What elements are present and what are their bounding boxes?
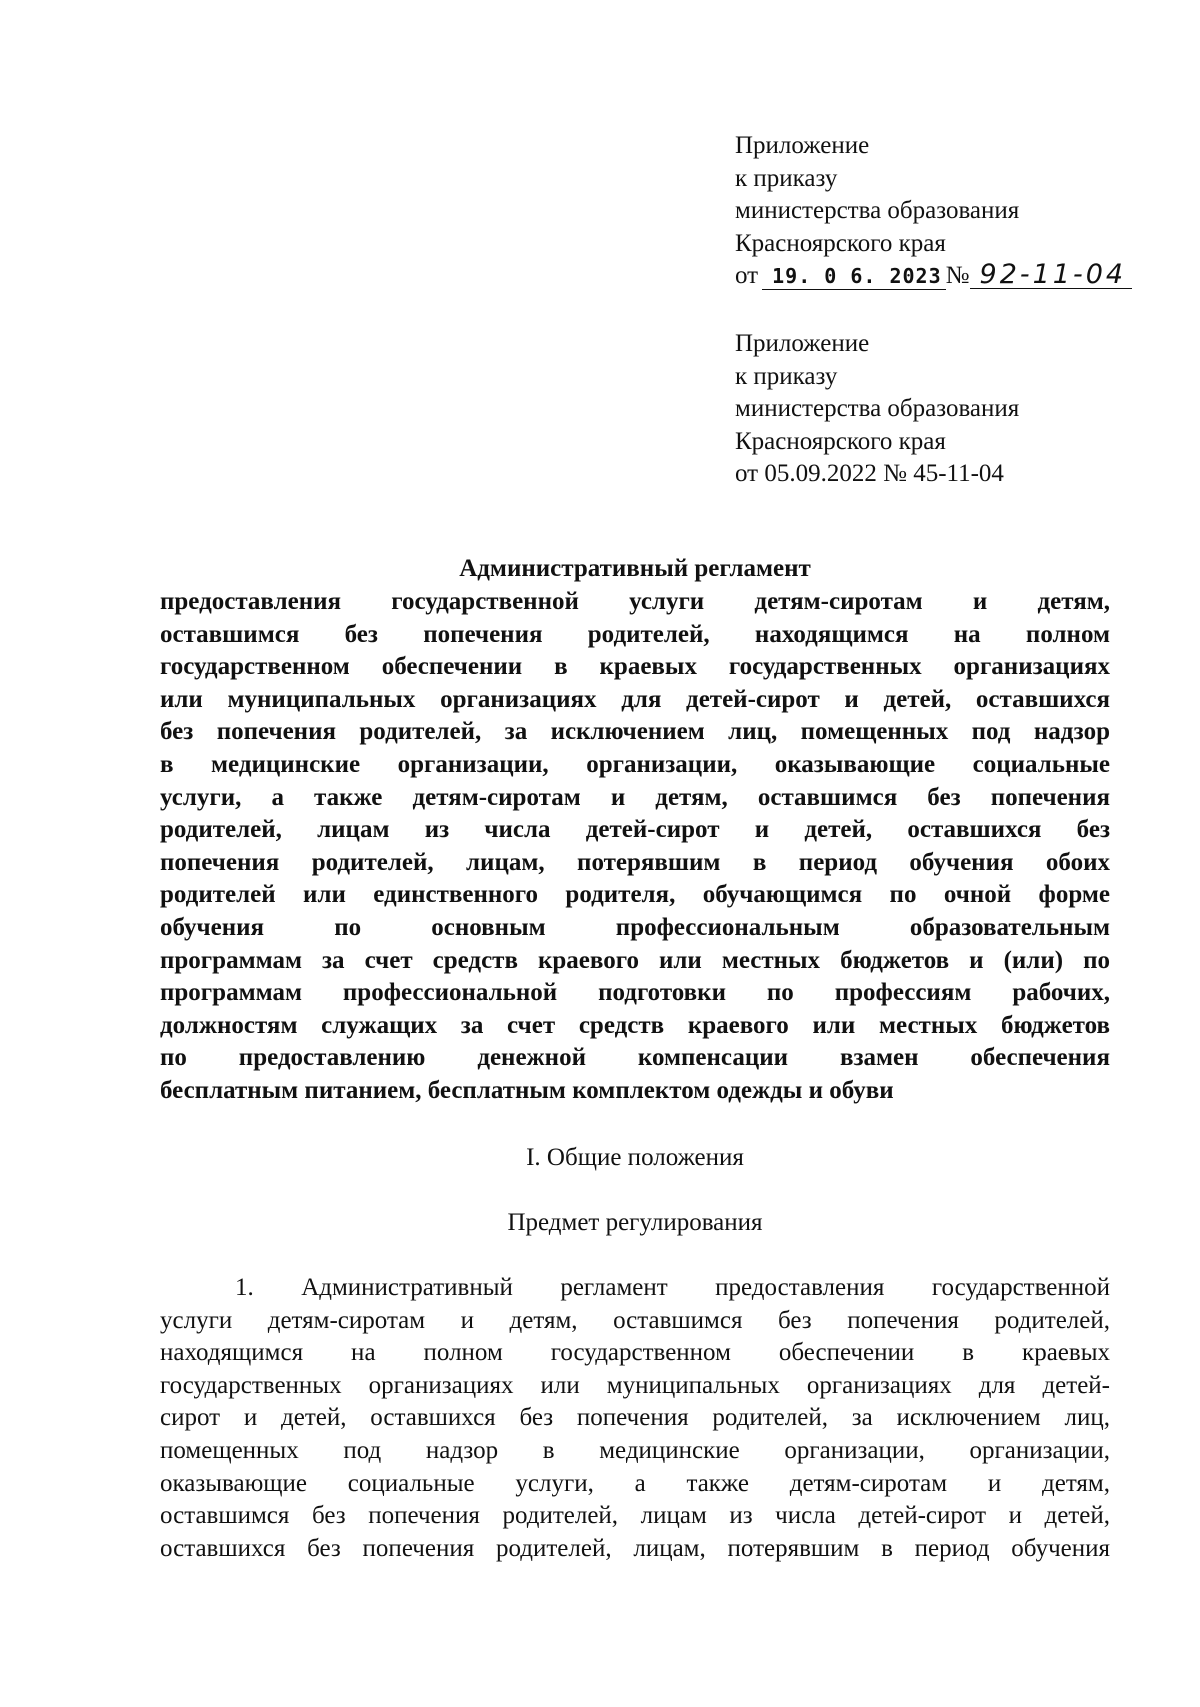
text-line: государственном обеспечении в краевых государственных организациях — [160, 653, 1110, 681]
text-line: предоставления государственной услуги детям-сиротам и детям, — [160, 588, 1110, 615]
text-line: оставшихся без попечения родителей, лицам, потерявшим в период обучения — [160, 1534, 1110, 1562]
appendix-header-previous — [735, 328, 1155, 491]
text-line: помещенных под надзор в медицинские организации, организации, — [160, 1436, 1110, 1464]
text-line: услуги детям-сиротам и детям, оставшимся без попечения родителей, — [160, 1306, 1110, 1334]
section-heading: I. Общие положения — [526, 1144, 744, 1171]
appendix-label: Приложение — [735, 330, 870, 357]
appendix-ministry: министерства образования — [735, 395, 1020, 422]
text-line: обучения по основным профессиональным образовательным — [160, 913, 1110, 941]
text-line: сирот и детей, оставшихся без попечения родителей, за исключением лиц, — [160, 1404, 1110, 1432]
appendix-date-number: от 05.09.2022 № 45-11-04 — [735, 460, 1004, 487]
appendix-region: Красноярского края — [735, 427, 946, 455]
text-line: программам профессиональной подготовки по профессиям рабочих, — [160, 979, 1110, 1007]
text-line: родителей или единственного родителя, обучающимся по очной форме — [160, 881, 1110, 909]
text-line: оставшимся без попечения родителей, находящимся на полном — [160, 620, 1110, 648]
subsection-heading: Предмет регулирования — [507, 1209, 763, 1236]
text-line: 1. Административный регламент предоставления государственной — [235, 1274, 1110, 1301]
text-line: программам за счет средств краевого или местных бюджетов и (или) по — [160, 946, 1110, 974]
text-line: находящимся на полном государственном обеспечении в краевых — [160, 1339, 1110, 1367]
text-line: услуги, а также детям-сиротам и детям, оставшимся без попечения — [160, 783, 1110, 811]
text-line: без попечения родителей, за исключением лиц, помещенных под надзор — [160, 718, 1110, 746]
appendix-ministry: министерства образования — [735, 197, 1020, 224]
regulation-subject-title — [160, 586, 1110, 1108]
text-line: бесплатным питанием, бесплатным комплектом одежды и обуви — [160, 1076, 894, 1104]
appendix-header-current — [735, 130, 1155, 293]
appendix-date-number-line — [735, 260, 1155, 293]
number-sign: № — [945, 262, 970, 289]
handwritten-date: 19. 0 6. 2023 — [762, 263, 946, 290]
appendix-label: Приложение — [735, 132, 870, 159]
text-line: в медицинские организации, организации, оказывающие социальные — [160, 750, 1110, 778]
text-line: или муниципальных организациях для детей-сирот и детей, оставшихся — [160, 685, 1110, 713]
handwritten-order-number: 92-11-04 — [970, 262, 1133, 289]
text-line: оказывающие социальные услуги, а также детям-сиротам и детям, — [160, 1469, 1110, 1497]
text-line: должностям служащих за счет средств краевого или местных бюджетов — [160, 1011, 1110, 1039]
text-line: попечения родителей, лицам, потерявшим в период обучения обоих — [160, 848, 1110, 876]
text-line: оставшимся без попечения родителей, лицам из числа детей-сирот и детей, — [160, 1502, 1110, 1530]
date-prefix: от — [735, 262, 759, 289]
appendix-order-ref: к приказу — [735, 164, 838, 192]
appendix-order-ref: к приказу — [735, 362, 838, 390]
document-title: Административный регламент — [459, 555, 811, 582]
appendix-region: Красноярского края — [735, 229, 946, 257]
text-line: государственных организациях или муниципальных организациях для детей- — [160, 1371, 1110, 1399]
text-line: родителей, лицам из числа детей-сирот и детей, оставшихся без — [160, 816, 1110, 844]
text-line: по предоставлению денежной компенсации взамен обеспечения — [160, 1044, 1110, 1072]
paragraph-1 — [160, 1272, 1110, 1565]
